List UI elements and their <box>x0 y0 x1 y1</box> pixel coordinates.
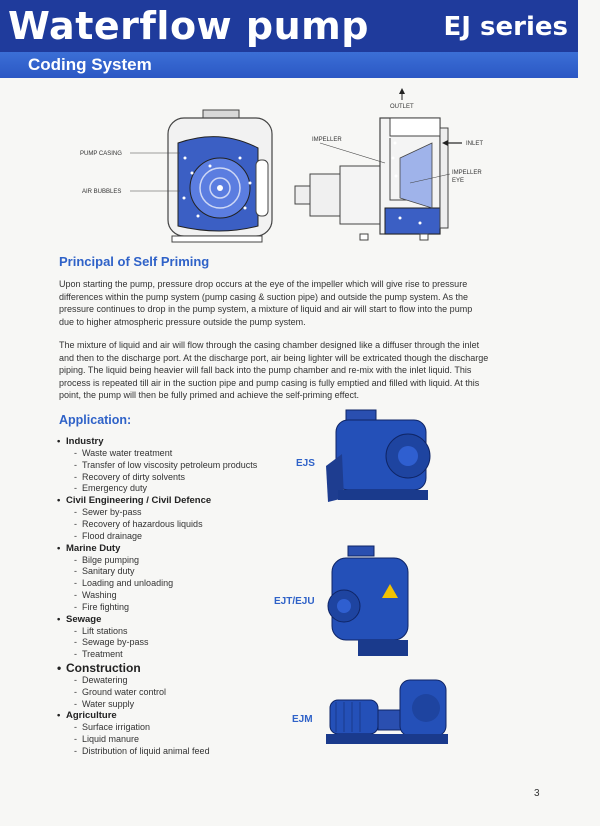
list-item: - Flood drainage <box>74 530 143 541</box>
list-item: - Liquid manure <box>74 734 140 745</box>
label-impeller-eye-line1: IMPELLER <box>452 170 482 176</box>
ejm-pump-image <box>322 670 454 760</box>
list-item: - Washing <box>74 589 117 600</box>
self-priming-heading: Principal of Self Priming <box>59 254 210 269</box>
list-item: - Dewatering <box>74 674 128 685</box>
list-item: - Distribution of liquid animal feed <box>74 745 210 756</box>
list-item: - Bilge pumping <box>74 554 140 565</box>
list-item: - Ground water control <box>74 686 167 697</box>
list-item: - Transfer of low viscosity petroleum products <box>74 459 258 470</box>
label-impeller-eye-line2: EYE <box>452 178 465 184</box>
list-item: - Surface irrigation <box>74 722 151 733</box>
section-bar <box>0 52 578 78</box>
label-outlet: OUTLET <box>390 104 414 110</box>
list-item: - Sewage by-pass <box>74 637 149 648</box>
label-pump-casing: PUMP CASING <box>80 151 122 157</box>
list-item: - Recovery of hazardous liquids <box>74 518 203 529</box>
self-priming-paragraph-1: Upon starting the pump, pressure drop occurs at the eye of the impeller which will give rise to pressure differences within the pump system (pump casing & suction pipe) and outside the pump system. As the pressure continues to drop in the pump system, a mixture of liquid and air will start to flow into the pump due to higher atmospheric pressure outside the pump system. <box>59 279 473 327</box>
self-priming-paragraph-2: The mixture of liquid and air will flow through the casing chamber designed like a diffuser through the inlet and then to the discharge port. At the discharge port, air being lighter will be extricated though the discharge piping. The liquid being heavier will fall back into the pump chamber and re-mix with the inlet liquid. This process is repeated till air in the suction pipe and pump casing is fully emptied and filled with liquid. At this point, the pump will then be fully primed and achieve the self-priming effect. <box>59 340 489 400</box>
category-agriculture: • Agriculture <box>57 710 117 722</box>
list-item: - Sewer by-pass <box>74 507 142 518</box>
application-list <box>57 436 297 758</box>
section-bar-title: Coding System <box>28 55 152 74</box>
model-label-ejs: EJS <box>296 458 315 469</box>
ejt-eju-pump-image <box>318 544 418 662</box>
list-item: - Emergency duty <box>74 483 148 494</box>
model-label-ejm: EJM <box>292 714 313 725</box>
list-item: - Treatment <box>74 649 123 660</box>
list-item: - Water supply <box>74 698 135 709</box>
page-header <box>0 0 578 52</box>
model-label-ejt-eju: EJT/EJU <box>274 596 315 607</box>
pump-cross-section-diagram <box>60 88 500 253</box>
list-item: - Loading and unloading <box>74 578 174 589</box>
list-item: - Lift stations <box>74 625 128 636</box>
label-air-bubbles: AIR BUBBLES <box>82 189 122 195</box>
list-item: - Waste water treatment <box>74 448 173 458</box>
list-item: - Fire fighting <box>74 601 130 612</box>
ejs-pump-image <box>318 406 448 516</box>
category-civil-engineering: • Civil Engineering / Civil Defence <box>57 495 212 507</box>
list-item: - Recovery of dirty solvents <box>74 471 186 482</box>
application-heading: Application: <box>59 413 132 427</box>
series-label: EJ series <box>443 12 568 42</box>
page-title: Waterflow pump <box>8 4 369 48</box>
label-impeller: IMPELLER <box>312 137 342 143</box>
page-number: 3 <box>534 788 540 799</box>
label-inlet: INLET <box>466 141 484 147</box>
list-item: - Sanitary duty <box>74 566 135 577</box>
category-industry: • Industry <box>57 436 104 447</box>
category-sewage: • Sewage <box>57 613 102 625</box>
category-marine-duty: • Marine Duty <box>57 542 121 554</box>
category-construction: • Construction <box>57 660 141 675</box>
pump-front-view <box>168 110 272 242</box>
